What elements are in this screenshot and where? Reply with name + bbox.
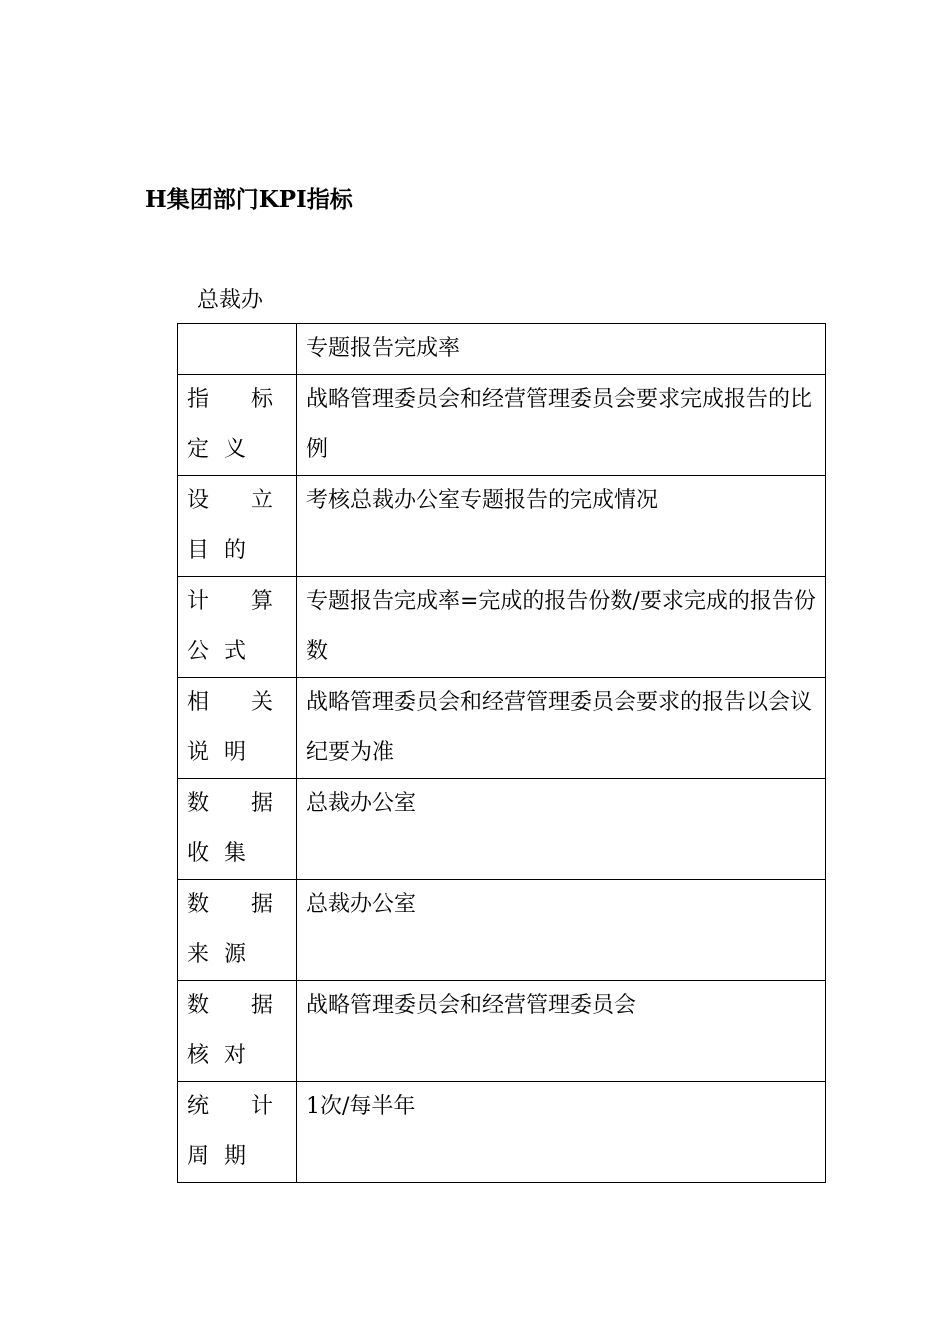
- row-label: 统计周期: [178, 1082, 297, 1183]
- row-label: 数据收集: [178, 779, 297, 880]
- table-row: [178, 1082, 826, 1183]
- row-value: 总裁办公室: [297, 779, 826, 880]
- row-value: 战略管理委员会和经营管理委员会要求的报告以会议纪要为准: [297, 678, 826, 779]
- table-row: [178, 779, 826, 880]
- section-title: 总裁办: [197, 288, 264, 313]
- table-header-row: [178, 324, 826, 375]
- row-label: 指标定义: [178, 375, 297, 476]
- table-row: [178, 981, 826, 1082]
- row-value: 战略管理委员会和经营管理委员会: [297, 981, 826, 1082]
- table-row: [178, 880, 826, 981]
- document-title: H集团部门KPI指标: [145, 186, 353, 213]
- table-row: [178, 678, 826, 779]
- row-value: 战略管理委员会和经营管理委员会要求完成报告的比例: [297, 375, 826, 476]
- row-value: 1次/每半年: [297, 1082, 826, 1183]
- table-row: [178, 375, 826, 476]
- row-label: 设立目的: [178, 476, 297, 577]
- kpi-table: [177, 323, 826, 1183]
- row-value: 考核总裁办公室专题报告的完成情况: [297, 476, 826, 577]
- row-label: 计算公式: [178, 577, 297, 678]
- kpi-name-cell: 专题报告完成率: [297, 324, 826, 375]
- row-label: 数据来源: [178, 880, 297, 981]
- row-value: 专题报告完成率=完成的报告份数/要求完成的报告份数: [297, 577, 826, 678]
- row-label: 相关说明: [178, 678, 297, 779]
- table-row: [178, 577, 826, 678]
- row-label: 数据核对: [178, 981, 297, 1082]
- row-value: 总裁办公室: [297, 880, 826, 981]
- header-label-cell: [178, 324, 297, 375]
- table-row: [178, 476, 826, 577]
